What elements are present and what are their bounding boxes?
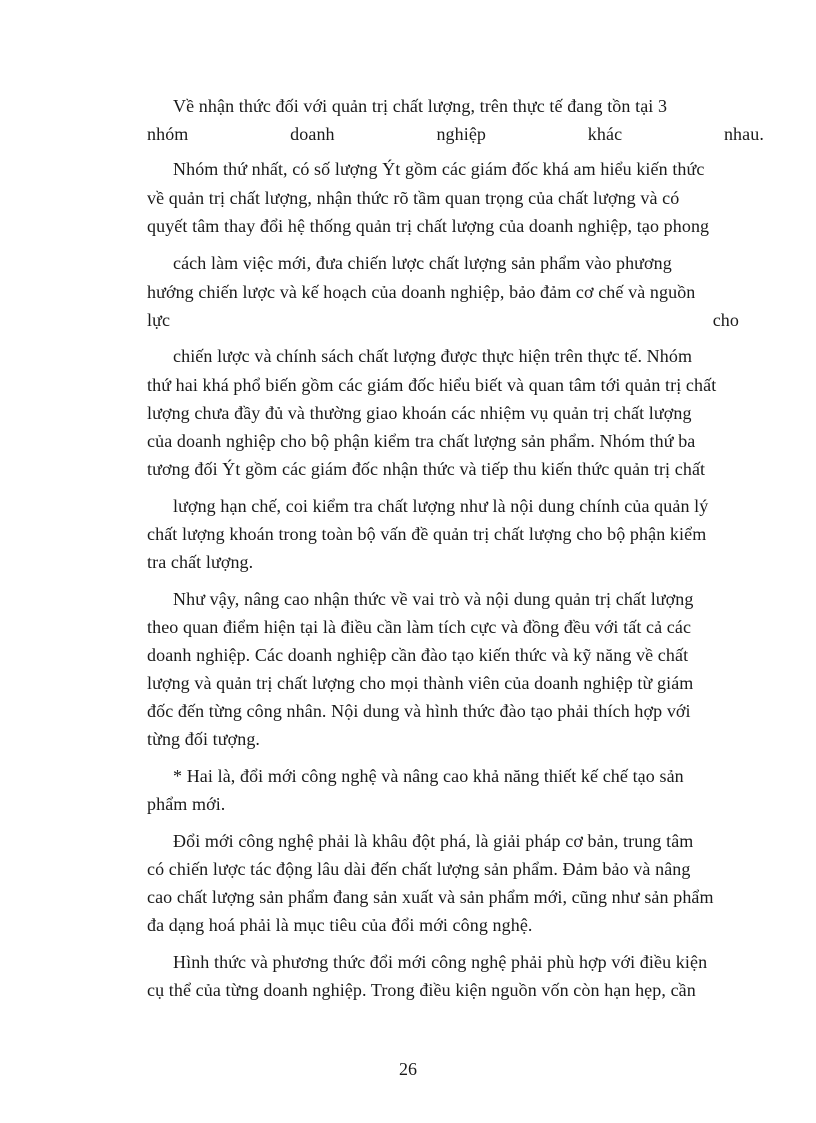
- text-line: Nhóm thứ nhất, có số lượng Ýt gồm các giám đốc khá am hiểu kiến thức: [173, 159, 705, 179]
- text-line: cụ thể của từng doanh nghiệp. Trong điều kiện nguồn vốn còn hạn hẹp, cần: [147, 980, 696, 1000]
- text-line: theo quan điểm hiện tại là điều cần làm tích cực và đồng đều với tất cả các: [147, 617, 692, 637]
- word: doanh: [290, 124, 335, 144]
- spread-line: [147, 123, 764, 145]
- word: nhau.: [723, 124, 764, 144]
- text-line: từng đối tượng.: [147, 729, 261, 749]
- spread-line: [147, 309, 739, 331]
- word: khác: [587, 124, 623, 144]
- text-line: của doanh nghiệp cho bộ phận kiểm tra chất lượng sản phẩm. Nhóm thứ ba: [147, 431, 696, 451]
- text-line: lượng hạn chế, coi kiểm tra chất lượng như là nội dung chính của quản lý: [173, 496, 709, 516]
- text-line: tra chất lượng.: [147, 552, 254, 572]
- text-line: đa dạng hoá phải là mục tiêu của đổi mới công nghệ.: [147, 915, 533, 935]
- text-line: đốc đến từng công nhân. Nội dung và hình thức đào tạo phải thích hợp với: [147, 701, 691, 721]
- text-line: tương đối Ýt gồm các giám đốc nhận thức và tiếp thu kiến thức quản trị chất: [147, 459, 706, 479]
- text-line: Đổi mới công nghệ phải là khâu đột phá, là giải pháp cơ bản, trung tâm: [173, 831, 694, 851]
- text-line: thứ hai khá phổ biến gồm các giám đốc hiểu biết và quan tâm tới quản trị chất: [147, 375, 717, 395]
- text-line: quyết tâm thay đổi hệ thống quản trị chất lượng của doanh nghiệp, tạo phong: [147, 216, 710, 236]
- word: cho: [712, 310, 739, 330]
- text-line: lượng chưa đầy đủ và thường giao khoán các nhiệm vụ quản trị chất lượng: [147, 403, 692, 423]
- word: nhóm: [147, 124, 189, 144]
- text-line: về quản trị chất lượng, nhận thức rõ tầm quan trọng của chất lượng và có: [147, 188, 680, 208]
- text-line: * Hai là, đổi mới công nghệ và nâng cao khả năng thiết kế chế tạo sản: [173, 766, 684, 786]
- text-line: chiến lược và chính sách chất lượng được thực hiện trên thực tế. Nhóm: [173, 346, 693, 366]
- text-line: có chiến lược tác động lâu dài đến chất lượng sản phẩm. Đảm bảo và nâng: [147, 859, 691, 879]
- text-line: cách làm việc mới, đưa chiến lược chất lượng sản phẩm vào phương: [173, 253, 672, 273]
- text-line: hướng chiến lược và kế hoạch của doanh nghiệp, bảo đảm cơ chế và nguồn: [147, 282, 696, 302]
- text-line: doanh nghiệp. Các doanh nghiệp cần đào tạo kiến thức và kỹ năng về chất: [147, 645, 689, 665]
- text-line: Như vậy, nâng cao nhận thức về vai trò và nội dung quản trị chất lượng: [173, 589, 694, 609]
- text-line: chất lượng khoán trong toàn bộ vấn đề quản trị chất lượng cho bộ phận kiểm: [147, 524, 707, 544]
- word: nghiệp: [436, 124, 487, 144]
- text-line: Hình thức và phương thức đổi mới công nghệ phải phù hợp với điều kiện: [173, 952, 708, 972]
- word: lực: [147, 310, 171, 330]
- text-line: cao chất lượng sản phẩm đang sản xuất và sản phẩm mới, cũng như sản phẩm: [147, 887, 714, 907]
- text-line: Về nhận thức đối với quản trị chất lượng, trên thực tế đang tồn tại 3: [173, 96, 668, 116]
- text-line: lượng và quản trị chất lượng cho mọi thành viên của doanh nghiệp từ giám: [147, 673, 694, 693]
- page-number: 26: [399, 1059, 417, 1079]
- text-line: phẩm mới.: [147, 794, 226, 814]
